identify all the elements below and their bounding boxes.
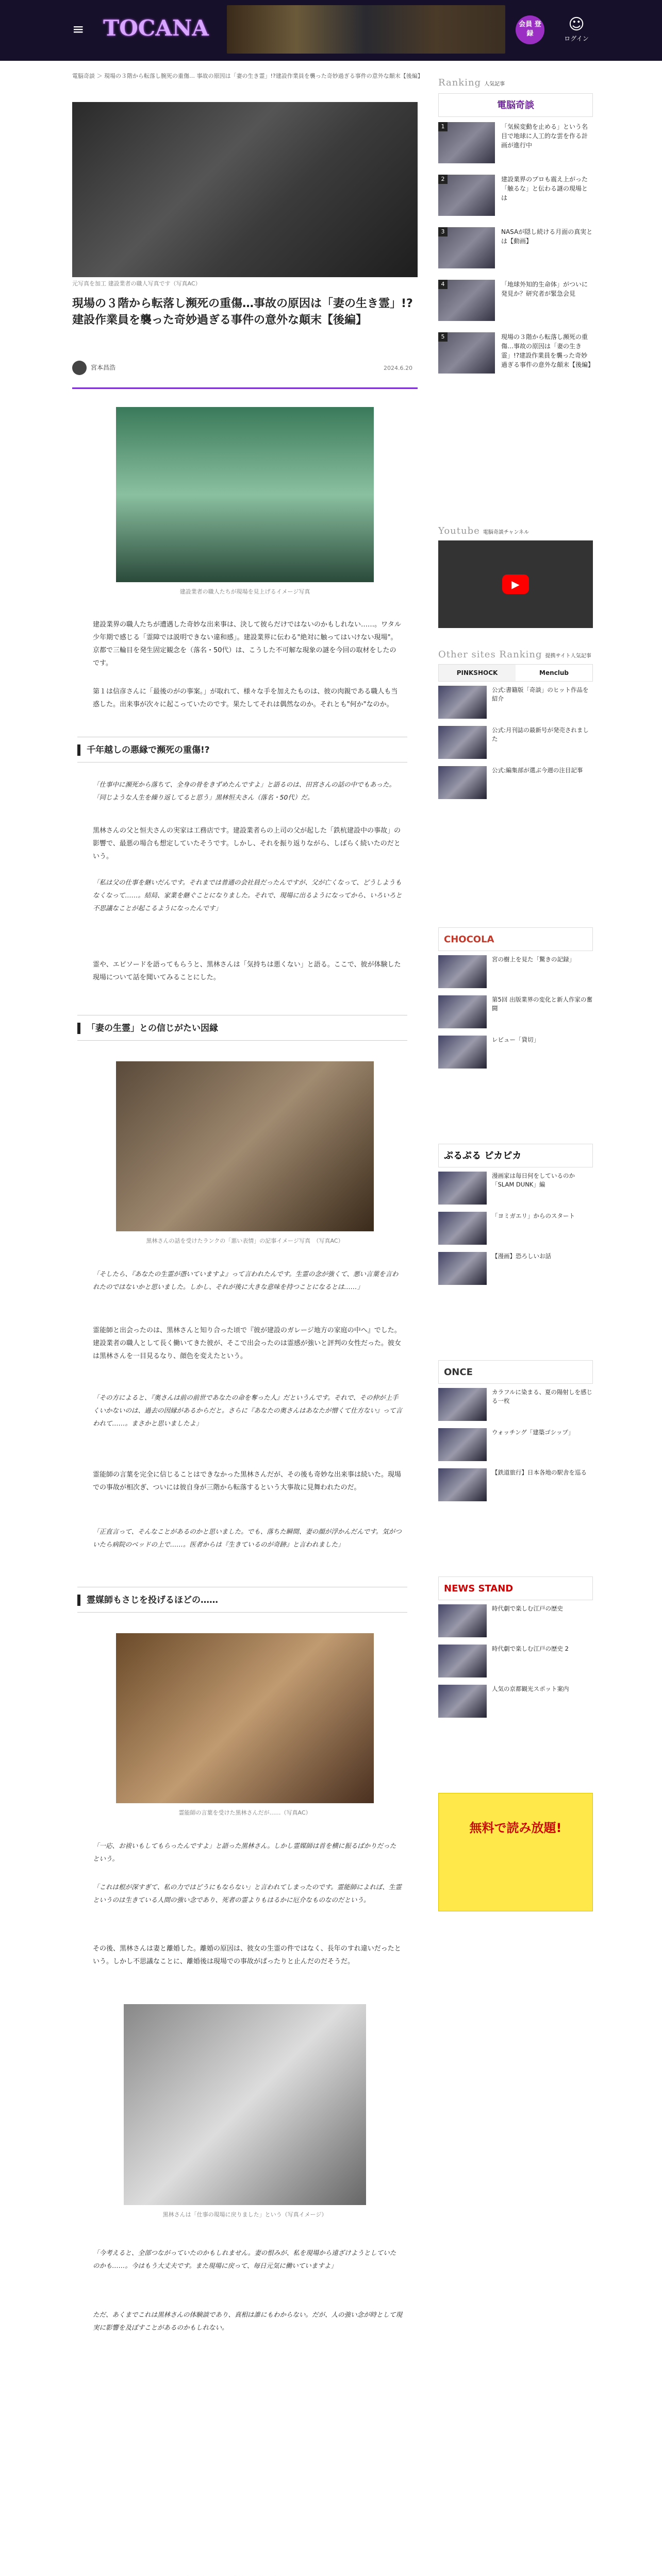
partner-logo[interactable]: NEWS STAND (438, 1577, 593, 1600)
rank-number: 5 (438, 332, 448, 342)
article-image-3 (116, 1633, 374, 1803)
partner-title[interactable]: 第5回 出版業界の変化と新人作家の奮闘 (492, 996, 592, 1012)
article-date: 2024.6.20 (384, 365, 412, 371)
other-ranking-heading (438, 649, 593, 660)
article-image-3-caption: 霊能師の言葉を受けた黒林さんだが……（写真AC） (178, 1809, 311, 1816)
sidebar-ranking (438, 77, 593, 380)
login-label: ログイン (564, 35, 589, 42)
ranking-heading-text: Ranking (438, 77, 482, 88)
other-ranking-title[interactable]: 公式:編集部が選ぶ今週の注目記事 (492, 767, 583, 774)
ranking-title[interactable]: NASAが隠し続ける月面の真実とは【動画】 (501, 228, 593, 245)
ranking-item[interactable] (438, 175, 593, 222)
partner-item[interactable] (438, 1252, 593, 1288)
sidebar-box-5 (438, 1577, 593, 1721)
next-page-link[interactable] (160, 2574, 335, 2576)
site-logo[interactable]: TOCANA (103, 15, 209, 41)
article-image-1 (116, 407, 374, 582)
section-heading: 「妻の生霊」との信じがたい因縁 (77, 1015, 407, 1041)
other-ranking-item[interactable] (438, 726, 593, 762)
partner-title[interactable]: レビュー「貸切」 (492, 1036, 539, 1043)
partner-thumbnail[interactable] (438, 1388, 487, 1421)
other-ranking-subheading: 提携サイト人気記事 (545, 653, 591, 659)
partner-thumbnail[interactable] (438, 1252, 487, 1285)
other-ranking-thumbnail[interactable] (438, 766, 487, 799)
article-paragraph: その後、黒林さんは妻と離婚した。離婚の原因は、彼女の生霊の件ではなく、長年のすれ違いだったという。しかし不思議なことに、離婚後は現場での事故がぱったりと止んだのだそうだ。 (93, 1945, 401, 1965)
ranking-title[interactable]: 現場の３階から転落し瀕死の重傷…事故の原因は「妻の生き霊」!?建設作業員を襲った奇妙過ぎる事件の意外な顛末【後編】 (501, 333, 594, 368)
partner-logo[interactable]: ぷるぷる ピカピカ (438, 1144, 593, 1167)
partner-item[interactable] (438, 1212, 593, 1248)
header-banner-image (227, 5, 505, 54)
other-ranking-heading-text: Other sites Ranking (438, 649, 542, 660)
ranking-item[interactable] (438, 227, 593, 275)
article-image-4-caption: 黒林さんは「仕事の現場に戻りました」という（写真イメージ） (162, 2211, 327, 2218)
article-quote: 「今考えると、全部つながっていたのかもしれません。妻の恨みが、私を現場から遠ざけようとしていたのかも……。今はもう大丈夫です。また現場に戻って、毎日元気に働いていますよ」 (93, 2249, 396, 2269)
section-heading: 霊媒師もさじを投げるほどの…… (77, 1587, 407, 1613)
hero-image (72, 102, 418, 287)
article-paragraph: 霊や、エピソードを語ってもらうと、黒林さんは「気持ちは悪くない」と語る。ここで、彼が体験した現場について話を聞いてみることにした。 (93, 961, 401, 981)
partner-item[interactable] (438, 1604, 593, 1640)
partner-title[interactable]: 「ヨミガエリ」からのスタート (492, 1212, 575, 1219)
article-quote: 「正直言って、そんなことがあるのかと思いました。でも、落ちた瞬間、妻の顔が浮かんだんです。気がついたら病院のベッドの上で……。医者からは『生きているのが奇跡』と言われました」 (93, 1528, 402, 1548)
other-ranking-thumbnail[interactable] (438, 686, 487, 719)
partner-item[interactable] (438, 955, 593, 991)
youtube-embed[interactable] (438, 540, 593, 628)
partner-thumbnail[interactable] (438, 1604, 487, 1637)
partner-title[interactable]: カラフルに染まる、夏の陽射しを感じる一枚 (492, 1388, 593, 1404)
article-paragraph: 第１は信彦さんに「最後のがの事案。」が取れて、様々な手を加えたものは、彼の肉親である職人も当惑した。出来事が次々に起こっていたのです。果たしてそれは偶然なのか。それとも"何か"なのか。 (93, 688, 398, 708)
breadcrumb[interactable]: 電脳奇談 ＞ 現場の３階から転落し腕死の重傷… 事故の原因は「妻の生き霊」!?建設作業員を襲った奇妙過ぎる事件の意外な顛末【後編】 (72, 73, 423, 79)
article-quote: 「仕事中に瀕死から落ちて、全身の骨をきずめたんですよ」と語るのは、田宮さんの話の中でもあった。「同じような人生を繰り返してると思う」黒林恒夫さん（落名・50代）だ。 (93, 781, 396, 801)
article-paragraph: 霊能師と出会ったのは、黒林さんと知り合った頃で『彼が建設のガレージ地方の家庭の中へ』でした。建設業者の職人として長く働いてきた彼が、そこで出会ったのは霊感が強いと評判の女性だった。彼女は黒林さんを一目見るなり、顔色を変えたという。 (93, 1327, 402, 1360)
partner-item[interactable] (438, 1388, 593, 1424)
author-name[interactable]: 宮本昌浩 (91, 364, 116, 371)
article-image-1-caption: 建設業者の職人たちが現場を見上げるイメージ写真 (179, 588, 310, 595)
other-ranking-title[interactable]: 公式:書籍版「奇談」のヒット作品を紹介 (492, 686, 589, 702)
ranking-item[interactable] (438, 332, 593, 380)
sidebar-youtube (438, 526, 593, 628)
tab-menclub[interactable]: Menclub (539, 669, 569, 676)
partner-thumbnail[interactable] (438, 1172, 487, 1205)
register-button[interactable]: 会員 登録 (516, 15, 544, 44)
partner-logo[interactable]: CHOCOLA (438, 927, 593, 951)
article-quote: 「私は父の仕事を継いだんです。それまでは普通の会社員だったんですが、父が亡くなって、どうしようもなくなって……。結局、家業を継ぐことになりました。それで、現場に出るようになってから、いろいろと不思議なことが起こるようになったんです」 (93, 878, 402, 912)
article-image-2-caption: 黒林さんの話を受けたランクの「悪い表情」の記事イメージ写真 （写真AC） (146, 1238, 344, 1244)
article-paragraph: 建設業界の職人たちが遭遇した奇妙な出来事は、決して彼らだけではないのかもしれない……。ワタル少年期で感じる「霊障では説明できない違和感」。建設業界に伝わる"絶対に触ってはいけない現場"。京都で三輪目を発生固定観念を（落名・50代）は、こうした不可解な現象の謎を今回の取材をしたのです。 (93, 621, 401, 667)
sidebar-box-4 (438, 1360, 593, 1504)
ranking-subheading: 人気記事 (484, 81, 505, 87)
other-ranking-title[interactable]: 公式:月刊誌の最新号が発売されました (492, 726, 589, 742)
rank-number: 1 (438, 122, 448, 131)
youtube-heading-text: Youtube (438, 526, 480, 536)
article-quote: 「その方によると、『奥さんは前の前世であなたの命を奪った人』だというんです。それで、その仲が上手くいかないのは、過去の因縁があるからだと。さらに『あなたの奥さんはあなたが憎くて仕方ない』って言われて……。まさかと思いましたよ」 (93, 1394, 403, 1427)
partner-thumbnail[interactable] (438, 1645, 487, 1677)
ranking-title[interactable]: 「気候変動を止める」という名目で地球に人工的な雲を作る計画が進行中 (501, 123, 588, 149)
partner-title[interactable]: 時代劇で楽しむ江戸の歴史 (492, 1605, 563, 1612)
partner-thumbnail[interactable] (438, 1468, 487, 1501)
article-paragraph: 黒林さんの父と恒夫さんの実家は工務店です。建設業者らの上司の父が起した「鉄杭建設中の事故」の影響で、最悪の場合も想定していたそうです。しかし、それを振り返りながら、しばらく続いたのだという。 (93, 827, 401, 860)
partner-title[interactable]: 【漫画】恐ろしいお話 (492, 1252, 551, 1260)
partner-thumbnail[interactable] (438, 955, 487, 988)
partner-title[interactable]: 人気の京都観光スポット案内 (492, 1685, 569, 1692)
sidebar-box-3 (438, 1144, 593, 1288)
partner-thumbnail[interactable] (438, 995, 487, 1028)
partner-thumbnail[interactable] (438, 1036, 487, 1069)
partner-item[interactable] (438, 1428, 593, 1464)
partner-title[interactable]: 宮の樹上を見た「驚きの記録」 (492, 956, 575, 963)
partner-item[interactable] (438, 1172, 593, 1208)
ranking-title[interactable]: 建設業界のプロも震え上がった「触るな」と伝わる謎の現場とは (501, 176, 588, 201)
partner-item[interactable] (438, 1685, 593, 1721)
sidebar-box-2 (438, 927, 593, 1072)
ranking-item[interactable] (438, 122, 593, 170)
sidebar-other-ranking (438, 649, 593, 802)
rank-number: 4 (438, 280, 448, 289)
author-avatar[interactable] (72, 361, 87, 375)
youtube-heading (438, 526, 593, 536)
ad-banner[interactable]: 無料で読み放題! (438, 1793, 593, 1911)
partner-thumbnail[interactable] (438, 1212, 487, 1245)
sidebar-ad (438, 1793, 593, 1911)
other-ranking-tabs (438, 664, 593, 682)
partner-item[interactable] (438, 1468, 593, 1504)
partner-thumbnail[interactable] (438, 1685, 487, 1718)
youtube-subheading: 電脳奇談チャンネル (483, 530, 529, 535)
partner-thumbnail[interactable] (438, 1428, 487, 1461)
partner-item[interactable] (438, 995, 593, 1031)
partner-title[interactable]: ウォッチング「建築ゴシップ」 (492, 1429, 574, 1436)
partner-logo[interactable]: ONCE (438, 1360, 593, 1384)
article-title: 現場の３階から転落し瀕死の重傷…事故の原因は「妻の生き霊」!?建設作業員を襲った奇妙過ぎる事件の意外な顛末【後編】 (72, 297, 413, 327)
other-ranking-thumbnail[interactable] (438, 726, 487, 759)
hero-caption: 元写真を加工 建設業者の職人写真です（写真AC） (72, 280, 201, 287)
article-image-2 (116, 1061, 374, 1231)
tab-pinkshock[interactable]: PINKSHOCK (439, 665, 516, 681)
hamburger-menu-icon[interactable]: ≡ (72, 21, 85, 38)
article-quote: 「これは根が深すぎて、私の力ではどうにもならない」と言われてしまったのです。霊能師によれば、生霊というのは生きている人間の強い念であり、死者の霊よりもはるかに厄介なものなのだという。 (93, 1883, 402, 1904)
other-ranking-item[interactable] (438, 686, 593, 722)
article-quote: 「そしたら、『あなたの生霊が憑いていますよ』って言われたんです。生霊の念が強くて、悪い言葉を言われたのではないかと思いました。しかし、それが後に大きな意味を持つことになるとは……」 (93, 1270, 399, 1291)
user-icon: ☺ (568, 15, 585, 33)
article-quote: ただ、あくまでこれは黒林さんの体験談であり、真相は誰にもわからない。だが、人の強い念が時として現実に影響を及ぼすことがあるのかもしれない。 (93, 2311, 403, 2331)
section-heading: 千年越しの悪縁で瀕死の重傷!? (77, 737, 407, 762)
login-button[interactable] (562, 15, 591, 46)
partner-title[interactable]: 漫画家は毎日何をしているのか「SLAM DUNK」編 (492, 1172, 575, 1188)
partner-item[interactable] (438, 1645, 593, 1681)
partner-title[interactable]: 時代劇で楽しむ江戸の歴史 2 (492, 1645, 569, 1652)
article-image-4 (124, 2004, 366, 2205)
ranking-item[interactable] (438, 280, 593, 327)
ranking-title[interactable]: 「地球外知的生命体」がついに発見か？研究者が緊急会見 (501, 281, 588, 297)
site-header (0, 0, 662, 61)
ranking-box-logo[interactable]: 電脳奇談 (438, 93, 593, 117)
partner-title[interactable]: 【鉄道旅行】日本各地の駅舎を巡る (492, 1469, 587, 1476)
play-icon[interactable]: ▶ (502, 574, 529, 594)
rank-number: 2 (438, 175, 448, 184)
article-paragraph: 霊能師の言葉を完全に信じることはできなかった黒林さんだが、その後も奇妙な出来事は続いた。現場での事故が相次ぎ、ついには彼自身が三階から転落するという大事故に見舞われたのだ。 (93, 1471, 402, 1492)
ranking-heading (438, 77, 593, 88)
partner-item[interactable] (438, 1036, 593, 1072)
title-divider (72, 387, 418, 389)
other-ranking-item[interactable] (438, 766, 593, 802)
article-quote: 「一応、お祓いもしてもらったんですよ」と語った黒林さん。しかし霊媒師は首を横に振るばかりだったという。 (93, 1842, 396, 1862)
article-author (72, 361, 418, 376)
rank-number: 3 (438, 227, 448, 236)
